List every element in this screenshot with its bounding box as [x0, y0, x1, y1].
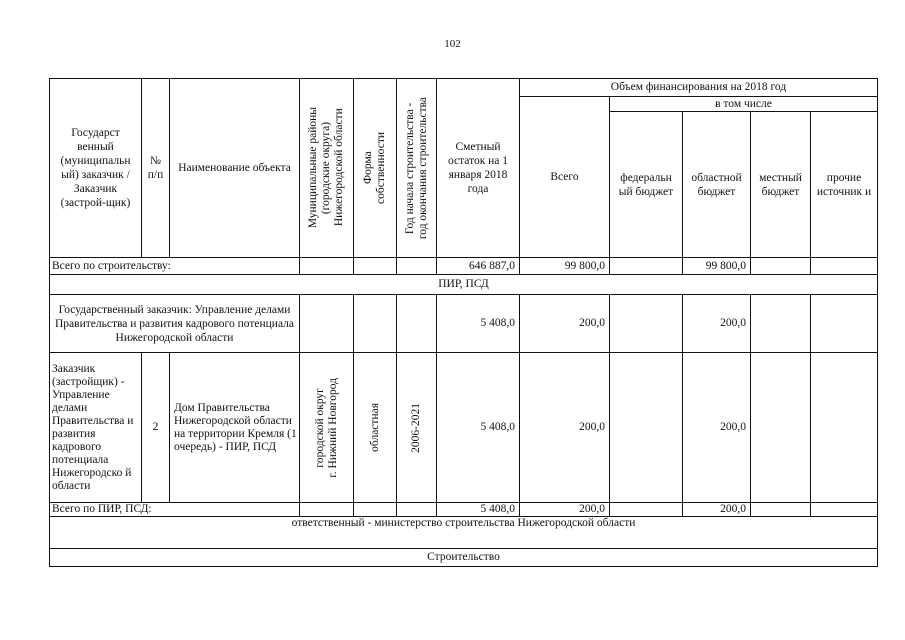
state-customer-regional: 200,0	[683, 295, 751, 353]
project-ownership	[354, 353, 397, 503]
state-customer-total: 200,0	[520, 295, 610, 353]
header-years-line2: год окончания строительства	[416, 96, 429, 240]
section-pir: ПИР, ПСД	[50, 275, 878, 295]
pir-total-total: 200,0	[520, 503, 610, 517]
header-other: прочие источник и	[811, 112, 878, 258]
header-districts	[300, 79, 354, 258]
construction-total-label: Всего по строительству:	[50, 258, 300, 275]
header-estimate: Сметный остаток на 1 января 2018 года	[437, 79, 520, 258]
construction-total-estimate: 646 887,0	[437, 258, 520, 275]
pir-total-label: Всего по ПИР, ПСД:	[50, 503, 300, 517]
state-customer-estimate: 5 408,0	[437, 295, 520, 353]
header-customer: Государст венный (муниципальн ый) заказчик / Заказчик (застрой-щик)	[50, 79, 142, 258]
project-years-text: 2006-2021	[410, 402, 422, 453]
project-customer: Заказчик (застройщик) - Управление делами Правительства и развития кадрового потенциала Нижегородско й области	[50, 353, 142, 503]
project-district-line2: г. Нижний Новгород	[326, 377, 339, 478]
header-object-name: Наименование объекта	[170, 79, 300, 258]
project-number: 2	[142, 353, 170, 503]
state-customer-row	[50, 295, 878, 353]
header-districts-line3: Нижегородской области	[333, 109, 345, 227]
header-funding-title: Объем финансирования на 2018 год	[520, 79, 878, 97]
header-ownership-line1: Форма	[362, 151, 374, 185]
page-number: 102	[444, 38, 461, 50]
financing-table	[49, 78, 878, 567]
responsible-row: ответственный - министерство строительства Нижегородской области	[50, 517, 878, 549]
project-estimate: 5 408,0	[437, 353, 520, 503]
project-district	[300, 353, 354, 503]
header-years	[397, 79, 437, 258]
project-total: 200,0	[520, 353, 610, 503]
header-ownership	[354, 79, 397, 258]
project-district-line1: городской округ	[313, 387, 326, 468]
construction-total-row	[50, 258, 878, 275]
header-districts-line1: Муниципальные районы	[307, 107, 319, 229]
header-total: Всего	[520, 97, 610, 258]
state-customer-label: Государственный заказчик: Управление делами Правительства и развития кадрового потенциала Нижегородской области	[50, 295, 300, 353]
header-number: № п/п	[142, 79, 170, 258]
pir-total-estimate: 5 408,0	[437, 503, 520, 517]
project-ownership-text: областная	[368, 403, 381, 452]
header-federal: федеральн ый бюджет	[610, 112, 683, 258]
header-including: в том числе	[610, 97, 878, 112]
header-ownership-line2: собственности	[375, 132, 387, 204]
header-districts-line2: (городские округа)	[320, 121, 332, 215]
project-row	[50, 353, 878, 503]
header-regional: областной бюджет	[683, 112, 751, 258]
project-years	[397, 353, 437, 503]
header-local: местный бюджет	[751, 112, 811, 258]
construction-total-total: 99 800,0	[520, 258, 610, 275]
pir-total-regional: 200,0	[683, 503, 751, 517]
project-regional: 200,0	[683, 353, 751, 503]
construction-total-regional: 99 800,0	[683, 258, 751, 275]
project-name: Дом Правительства Нижегородской области на территории Кремля (1 очередь) - ПИР, ПСД	[170, 353, 300, 503]
header-years-line1: Год начала строительства -	[403, 102, 416, 234]
section-construction: Строительство	[50, 549, 878, 567]
pir-total-row	[50, 503, 878, 517]
